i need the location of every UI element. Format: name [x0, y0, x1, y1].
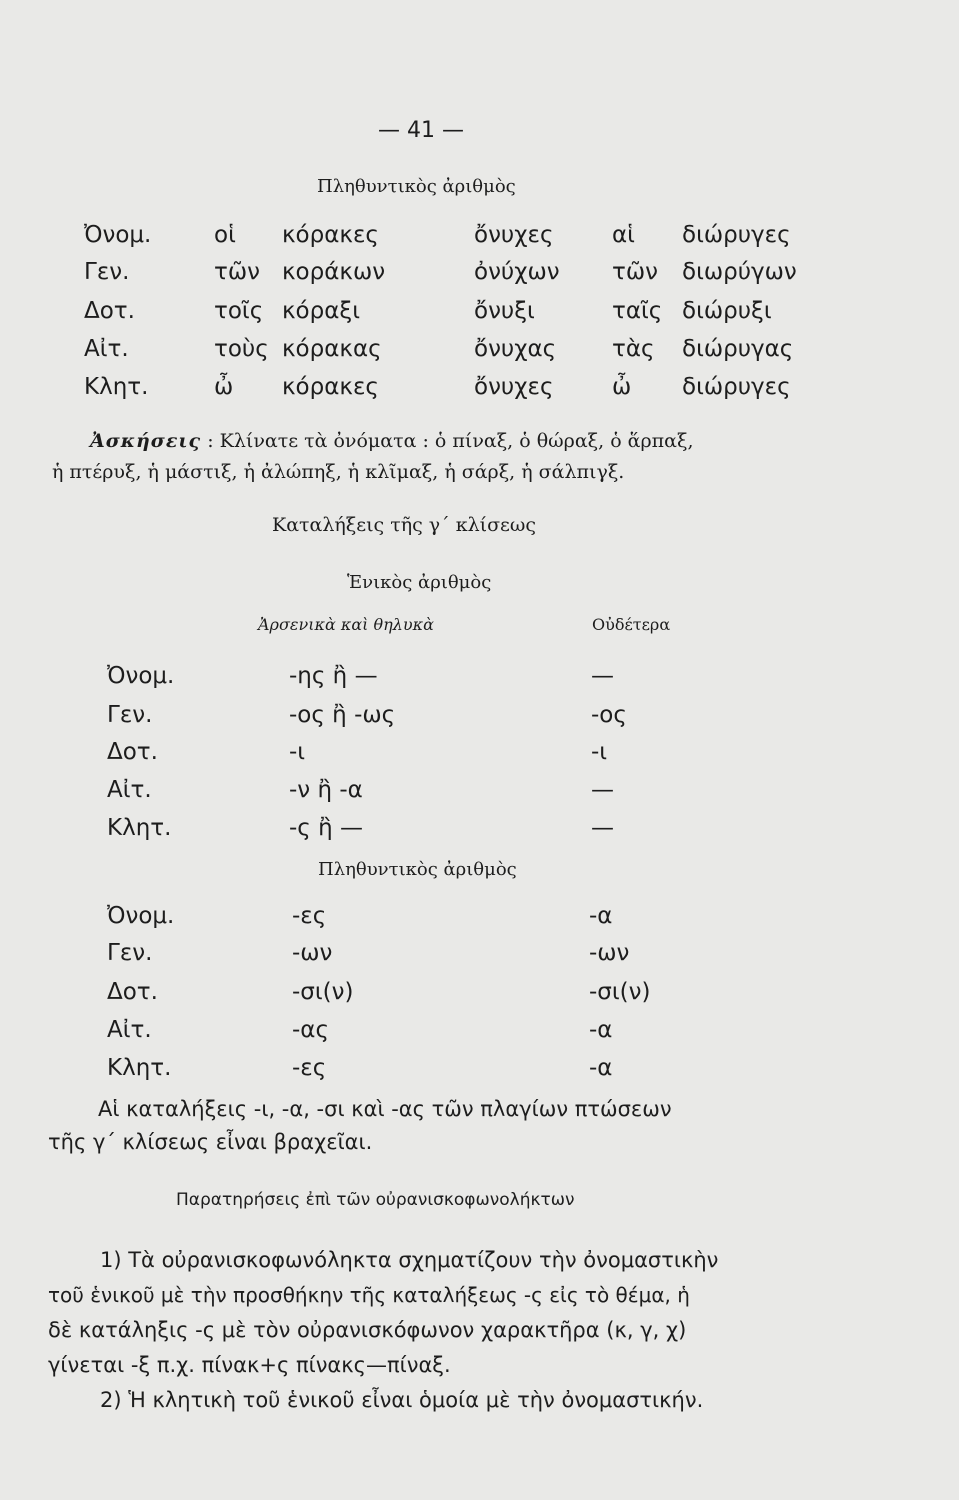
noun-onyx: ὄνυχας [474, 336, 557, 362]
observation-1-line-2: τοῦ ἑνικοῦ μὲ τὴν προσθήκην τῆς καταλήξεως -ς εἰς τὸ θέμα, ἡ [48, 1283, 690, 1307]
case-label: Γεν. [107, 940, 153, 966]
noun-korax: κόρακες [282, 374, 379, 400]
noun-dioryx: διώρυγας [682, 336, 794, 362]
article: τῶν [612, 259, 658, 285]
endings-title: Καταλήξεις τῆς γ΄ κλίσεως [272, 514, 537, 536]
plural-heading-bottom: Πληθυντικὸς ἀριθμὸς [318, 859, 517, 880]
case-label: Αἰτ. [107, 1017, 152, 1043]
case-label: Δοτ. [107, 739, 158, 765]
noun-onyx: ὄνυχες [474, 374, 554, 400]
ending-neuter: -ων [589, 940, 630, 966]
case-label: Ὀνομ. [107, 903, 175, 929]
exercise-line-2: ἡ πτέρυξ, ἡ μάστιξ, ἡ ἀλώπηξ, ἡ κλῖμαξ, ἡ σάρξ, ἡ σάλπιγξ. [52, 461, 625, 483]
noun-onyx: ὄνυξι [474, 298, 535, 324]
ending-neuter: -α [589, 903, 613, 929]
article: τῶν [214, 259, 260, 285]
case-label: Ὀνομ. [107, 663, 175, 689]
noun-korax: κόρακας [282, 336, 382, 362]
note-line-1: Αἱ καταλήξεις -ι, -α, -σι καὶ -ας τῶν πλαγίων πτώσεων [98, 1097, 672, 1121]
noun-onyx: ὄνυχες [474, 222, 554, 248]
exercise-text-1: : Κλίνατε τὰ ὀνόματα : ὁ πίναξ, ὁ θώραξ, ὁ ἅρπαξ, [207, 430, 694, 452]
article: τοῖς [214, 298, 264, 324]
article: ὦ [214, 374, 234, 400]
noun-dioryx: διώρυξι [682, 298, 772, 324]
ending-neuter: — [591, 815, 614, 841]
observation-2-line-1: 2) Ἡ κλητικὴ τοῦ ἑνικοῦ εἶναι ὁμοία μὲ τὴν ὀνομαστικήν. [100, 1388, 704, 1412]
article: αἱ [612, 222, 635, 248]
ending-neuter: — [591, 777, 614, 803]
ending-masc-fem: -ι [289, 739, 306, 765]
ending-masc-fem: -ων [292, 940, 333, 966]
ending-masc-fem: -ας [292, 1017, 329, 1043]
ending-neuter: — [591, 663, 614, 689]
case-label: Αἰτ. [107, 777, 152, 803]
ending-masc-fem: -ης ἢ — [289, 663, 378, 689]
case-label: Δοτ. [107, 979, 158, 1005]
observation-1-line-4: γίνεται -ξ π.χ. πίνακ+ς πίνακς—πίναξ. [48, 1353, 451, 1377]
noun-korax: κοράκων [282, 259, 386, 285]
exercise-label: Ἀσκήσεις [90, 430, 202, 452]
page-number: — 41 — [378, 118, 464, 143]
noun-dioryx: διώρυγες [682, 222, 791, 248]
ending-masc-fem: -ες [292, 903, 327, 929]
case-label: Γεν. [107, 702, 153, 728]
noun-dioryx: διωρύγων [682, 259, 797, 285]
column-header-neuter: Οὐδέτερα [592, 615, 671, 634]
ending-masc-fem: -ος ἢ -ως [289, 702, 396, 728]
ending-masc-fem: -ς ἢ — [289, 815, 363, 841]
noun-dioryx: διώρυγες [682, 374, 791, 400]
case-label: Αἰτ. [84, 336, 129, 362]
ending-neuter: -α [589, 1017, 613, 1043]
ending-neuter: -σι(ν) [589, 979, 651, 1005]
case-label: Γεν. [84, 259, 130, 285]
ending-masc-fem: -ν ἢ -α [289, 777, 363, 803]
article: τοὺς [214, 336, 269, 362]
singular-heading: Ἑνικὸς ἀριθμὸς [347, 572, 492, 593]
ending-masc-fem: -σι(ν) [292, 979, 354, 1005]
article: τὰς [612, 336, 655, 362]
noun-korax: κόραξι [282, 298, 360, 324]
plural-heading-top: Πληθυντικὸς ἀριθμὸς [317, 176, 516, 197]
ending-masc-fem: -ες [292, 1055, 327, 1081]
observation-1-line-3: δὲ κατάληξις -ς μὲ τὸν οὐρανισκόφωνον χαρακτῆρα (κ, γ, χ) [48, 1318, 687, 1342]
case-label: Κλητ. [84, 374, 149, 400]
case-label: Κλητ. [107, 1055, 172, 1081]
ending-neuter: -ος [591, 702, 627, 728]
article: ὦ [612, 374, 632, 400]
case-label: Δοτ. [84, 298, 135, 324]
observation-1-line-1: 1) Τὰ οὐρανισκοφωνόληκτα σχηματίζουν τὴν ὀνομαστικὴν [100, 1248, 719, 1272]
case-label: Ὀνομ. [84, 222, 152, 248]
article: ταῖς [612, 298, 663, 324]
article: οἱ [214, 222, 236, 248]
case-label: Κλητ. [107, 815, 172, 841]
ending-neuter: -α [589, 1055, 613, 1081]
exercise-line-1 [90, 425, 694, 457]
observations-title: Παρατηρήσεις ἐπὶ τῶν οὐρανισκοφωνολήκτων [176, 1190, 575, 1210]
ending-neuter: -ι [591, 739, 608, 765]
column-header-masc-fem: Ἀρσενικὰ καὶ θηλυκὰ [258, 615, 434, 634]
noun-korax: κόρακες [282, 222, 379, 248]
note-line-2: τῆς γ΄ κλίσεως εἶναι βραχεῖαι. [48, 1130, 373, 1154]
noun-onyx: ὀνύχων [474, 259, 560, 285]
